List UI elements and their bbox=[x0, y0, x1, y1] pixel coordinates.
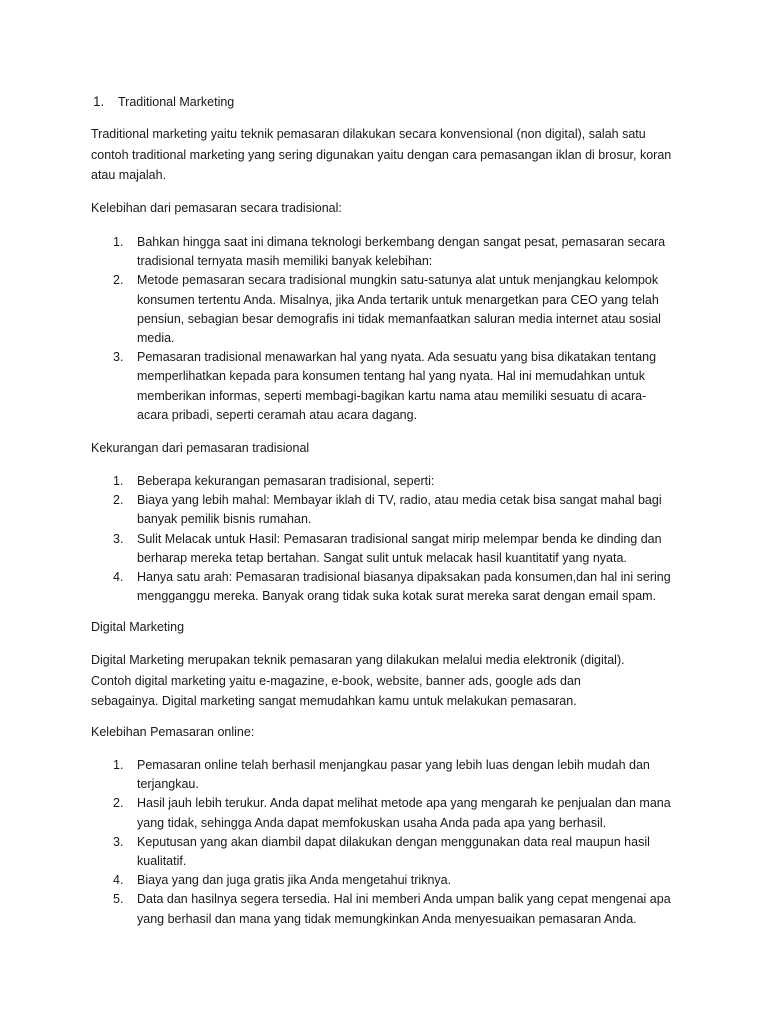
list-item-number: 3. bbox=[113, 350, 124, 365]
list-item bbox=[91, 271, 665, 348]
list-item-line: konsumen tertentu Anda. Misalnya, jika Anda tertarik untuk menargetkan para CEO yang telah bbox=[137, 292, 659, 307]
list-item-line: Hasil jauh lebih terukur. Anda dapat melihat metode apa yang mengarah ke penjualan dan mana bbox=[137, 796, 671, 811]
list-item-number: 5. bbox=[113, 892, 124, 907]
list-item-number: 4. bbox=[113, 873, 124, 888]
section-1-number: 1. bbox=[93, 94, 105, 109]
intro-line: Traditional marketing yaitu teknik pemasaran dilakukan secara konvensional (non digital), salah satu bbox=[91, 127, 646, 141]
list-item-line: yang tidak, sehingga Anda dapat memfokuskan usaha Anda pada apa yang berhasil. bbox=[137, 815, 607, 830]
list-item-number: 3. bbox=[113, 834, 124, 849]
list-item-line: banyak pemilik bisnis rumahan. bbox=[137, 512, 312, 527]
list-item bbox=[91, 233, 665, 271]
list-item-line: kualitatif. bbox=[137, 854, 187, 869]
list-item-number: 2. bbox=[113, 493, 124, 508]
list-item-line: Beberapa kekurangan pemasaran tradisional, seperti: bbox=[137, 474, 435, 488]
list-item bbox=[91, 472, 671, 491]
list-item-line: terjangkau. bbox=[137, 777, 199, 792]
list-item-line: media. bbox=[137, 331, 175, 346]
kelebihan-online-list bbox=[91, 756, 671, 929]
list-item-line: Biaya yang dan juga gratis jika Anda mengetahui triknya. bbox=[137, 873, 452, 888]
list-item-number: 1. bbox=[113, 758, 124, 772]
intro-line: Contoh digital marketing yaitu e-magazine, e-book, website, banner ads, google ads dan bbox=[91, 673, 581, 688]
kekurangan-tradisional-list bbox=[91, 472, 671, 606]
list-item bbox=[91, 756, 671, 794]
intro-line: contoh traditional marketing yang sering digunakan yaitu dengan cara pemasangan iklan di brosur, koran bbox=[91, 147, 672, 162]
list-item bbox=[91, 530, 671, 568]
kelebihan-tradisional-list bbox=[91, 233, 665, 425]
list-item bbox=[91, 833, 671, 871]
list-item-number: 1. bbox=[113, 474, 124, 488]
list-item-line: Pemasaran tradisional menawarkan hal yang nyata. Ada sesuatu yang bisa dikatakan tentang bbox=[137, 350, 657, 365]
kekurangan-tradisional-heading: Kekurangan dari pemasaran tradisional bbox=[91, 441, 310, 455]
section-1-title: Traditional Marketing bbox=[118, 95, 235, 109]
list-item-line: Sulit Melacak untuk Hasil: Pemasaran tradisional sangat mirip melempar benda ke dinding dan bbox=[137, 531, 662, 546]
intro-line: sebagainya. Digital marketing sangat memudahkan kamu untuk melakukan pemasaran. bbox=[91, 694, 577, 708]
list-item bbox=[91, 794, 671, 832]
list-item-line: Bahkan hingga saat ini dimana teknologi berkembang dengan sangat pesat, pemasaran secara bbox=[137, 235, 666, 249]
list-item bbox=[91, 871, 671, 890]
kelebihan-tradisional-heading: Kelebihan dari pemasaran secara tradisional: bbox=[91, 201, 342, 215]
list-item-number: 3. bbox=[113, 531, 124, 546]
intro-line: Digital Marketing merupakan teknik pemasaran yang dilakukan melalui media elektronik (digital). bbox=[91, 653, 625, 667]
kelebihan-online-heading: Kelebihan Pemasaran online: bbox=[91, 725, 255, 739]
list-item-number: 2. bbox=[113, 273, 124, 288]
list-item-number: 1. bbox=[113, 235, 124, 249]
list-item-line: Keputusan yang akan diambil dapat dilakukan dengan menggunakan data real maupun hasil bbox=[137, 834, 650, 849]
list-item-line: memberikan informas, seperti membagi-bagikan kartu nama atau memiliki sesuatu di acara- bbox=[137, 388, 647, 403]
list-item-line: pensiun, sebagian besar demografis ini tidak memanfaatkan saluran media internet atau sosial bbox=[137, 311, 661, 326]
list-item-number: 4. bbox=[113, 570, 124, 585]
list-item-line: tradisional ternyata masih memiliki banyak kelebihan: bbox=[137, 254, 433, 269]
list-item bbox=[91, 890, 671, 928]
list-item-line: Hanya satu arah: Pemasaran tradisional biasanya dipaksakan pada konsumen,dan hal ini sering bbox=[137, 570, 671, 585]
section-1-intro bbox=[91, 124, 671, 186]
list-item-line: Biaya yang lebih mahal: Membayar iklah di TV, radio, atau media cetak bisa sangat mahal bagi bbox=[137, 493, 662, 508]
list-item-line: Data dan hasilnya segera tersedia. Hal ini memberi Anda umpan balik yang cepat mengenai apa bbox=[137, 892, 671, 907]
list-item-line: acara pribadi, seperti ceramah atau acara dagang. bbox=[137, 407, 418, 422]
list-item-number: 2. bbox=[113, 796, 124, 811]
list-item-line: berharap mereka tetap bertahan. Sangat sulit untuk melacak hasil kuantitatif yang nyata. bbox=[137, 550, 627, 565]
section-2-intro bbox=[91, 650, 625, 712]
list-item-line: Metode pemasaran secara tradisional mungkin satu-satunya alat untuk menjangkau kelompok bbox=[137, 273, 659, 288]
section-2-title: Digital Marketing bbox=[91, 620, 185, 634]
list-item-line: yang berhasil dan mana yang tidak memungkinkan Anda menyesuaikan pemasaran Anda. bbox=[137, 911, 637, 926]
list-item bbox=[91, 568, 671, 606]
intro-line: atau majalah. bbox=[91, 168, 167, 182]
list-item bbox=[91, 491, 671, 529]
list-item bbox=[91, 348, 665, 425]
list-item-line: mengganggu mereka. Banyak orang tidak suka kotak surat mereka sarat dengan email spam. bbox=[137, 589, 657, 604]
list-item-line: Pemasaran online telah berhasil menjangkau pasar yang lebih luas dengan lebih mudah dan bbox=[137, 758, 650, 772]
list-item-line: memperlihatkan kepada para konsumen tentang hal yang nyata. Hal ini memudahkan untuk bbox=[137, 369, 645, 384]
